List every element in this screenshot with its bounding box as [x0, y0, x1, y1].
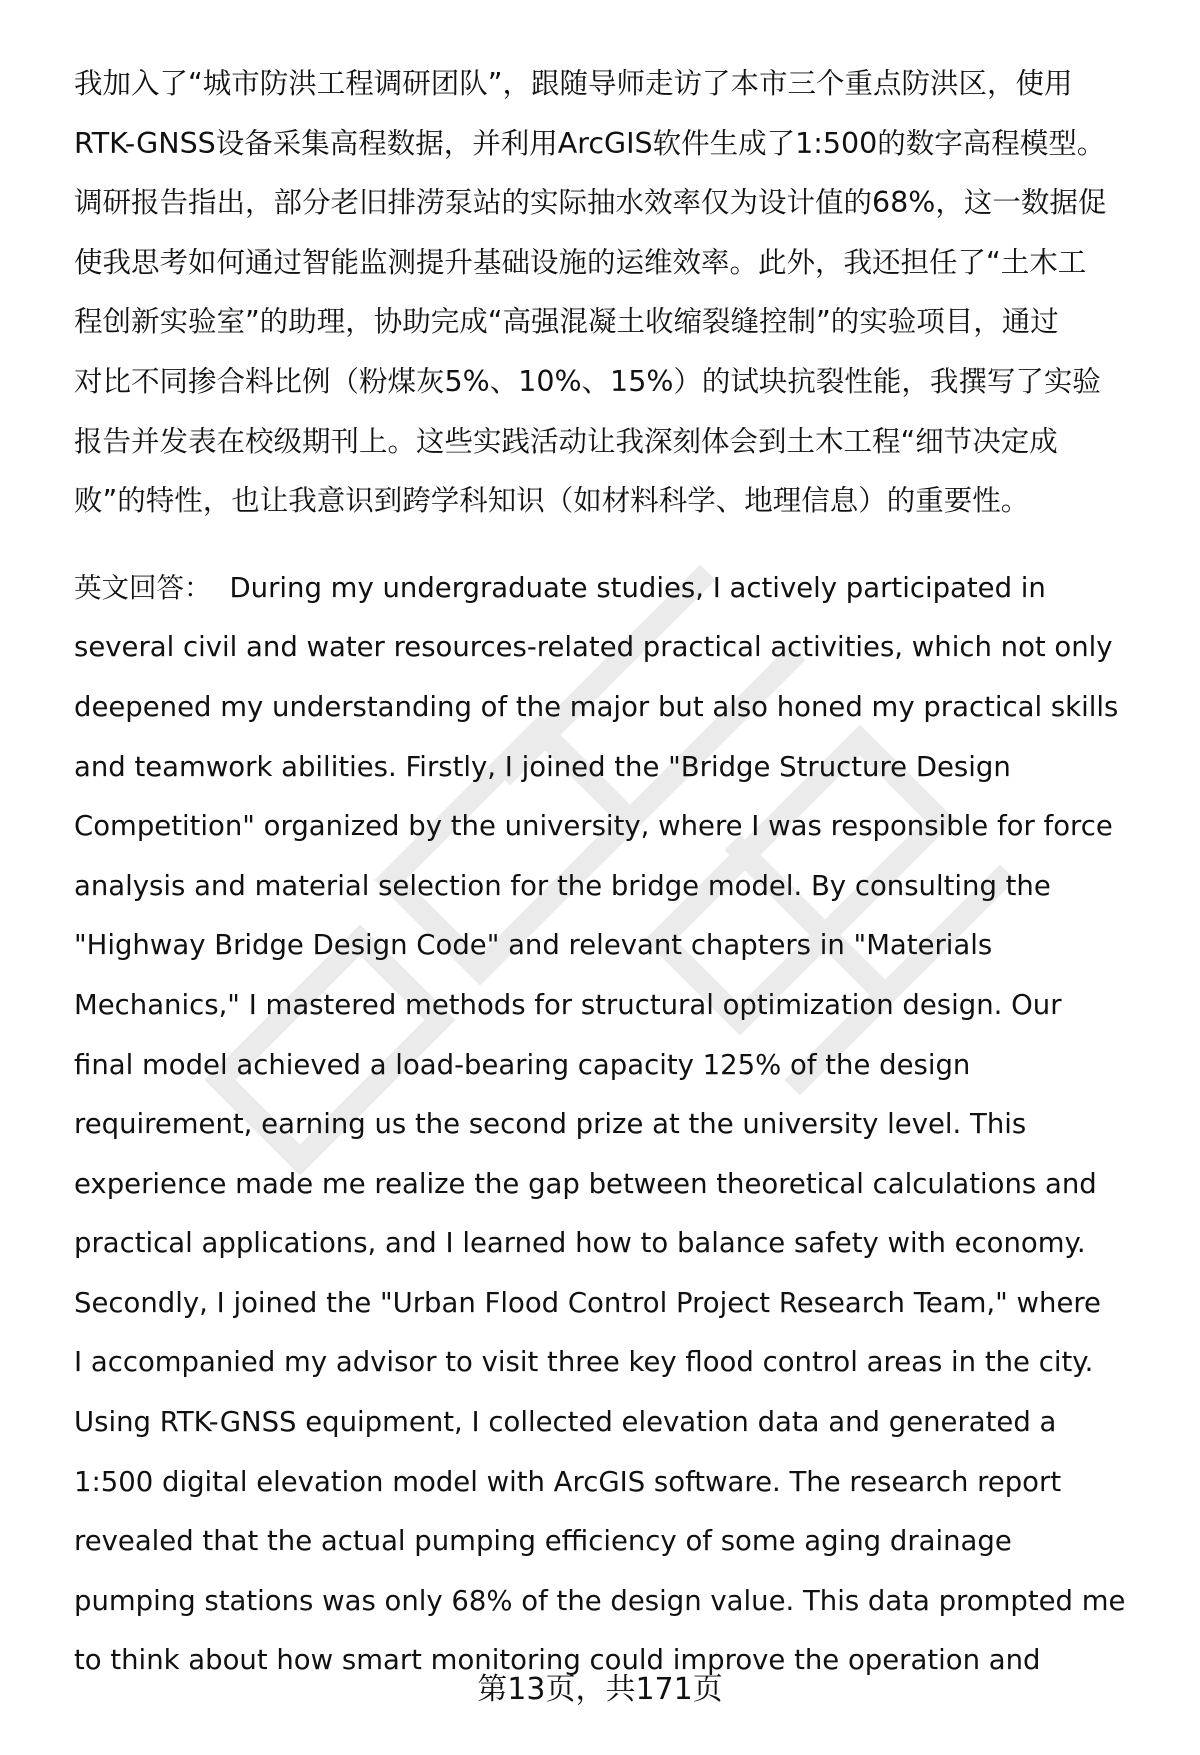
paragraph-gap: [74, 531, 1154, 559]
english-paragraph-line: Using RTK-GNSS equipment, I collected elevation data and generated a: [74, 1406, 1057, 1439]
chinese-paragraph-line: 调研报告指出，部分老旧排涝泵站的实际抽水效率仅为设计值的68%，这一数据促: [74, 186, 1107, 220]
chinese-paragraph-line: RTK-GNSS设备采集高程数据，并利用ArcGIS软件生成了1:500的数字高程模型。: [74, 126, 1106, 160]
english-paragraph-line: and teamwork abilities. Firstly, I joined the "Bridge Structure Design: [74, 750, 1011, 783]
document-body: [74, 54, 1154, 1691]
english-paragraph-line: analysis and material selection for the bridge model. By consulting the: [74, 869, 1051, 902]
english-answer-first-line: [74, 559, 1154, 619]
english-paragraph-line: experience made me realize the gap between theoretical calculations and: [74, 1167, 1097, 1200]
english-paragraph-line: 1:500 digital elevation model with ArcGIS software. The research report: [74, 1465, 1062, 1498]
chinese-paragraph-line: 程创新实验室”的助理，协助完成“高强混凝土收缩裂缝控制”的实验项目，通过: [74, 305, 1059, 339]
english-paragraph-line: Competition" organized by the university, where I was responsible for force: [74, 810, 1113, 843]
english-paragraph-line: to think about how smart monitoring could improve the operation and: [74, 1644, 1041, 1677]
page-number: 第13页，共171页: [477, 1672, 723, 1707]
chinese-paragraph-line: 使我思考如何通过智能监测提升基础设施的运维效率。此外，我还担任了“土木工: [74, 245, 1087, 279]
english-paragraph-line: pumping stations was only 68% of the design value. This data prompted me: [74, 1584, 1126, 1617]
english-paragraph-line: Secondly, I joined the "Urban Flood Control Project Research Team," where: [74, 1286, 1101, 1319]
english-paragraph-line: During my undergraduate studies, I actively participated in: [229, 571, 1046, 604]
english-paragraph-line: Mechanics," I mastered methods for structural optimization design. Our: [74, 988, 1062, 1021]
chinese-paragraph-line: 报告并发表在校级期刊上。这些实践活动让我深刻体会到土木工程“细节决定成: [74, 424, 1058, 458]
chinese-paragraph-line: 败”的特性，也让我意识到跨学科知识（如材料科学、地理信息）的重要性。: [74, 484, 1030, 518]
english-paragraph-line: final model achieved a load-bearing capacity 125% of the design: [74, 1048, 971, 1081]
english-paragraph-line: requirement, earning us the second prize at the university level. This: [74, 1108, 1027, 1141]
chinese-paragraph-line: 对比不同掺合料比例（粉煤灰5%、10%、15%）的试块抗裂性能，我撰写了实验: [74, 364, 1101, 398]
english-paragraph-line: several civil and water resources-related practical activities, which not only: [74, 631, 1113, 664]
english-paragraph-line: practical applications, and I learned how to balance safety with economy.: [74, 1227, 1086, 1260]
english-paragraph-line: deepened my understanding of the major but also honed my practical skills: [74, 690, 1119, 723]
english-paragraph-line: revealed that the actual pumping efficiency of some aging drainage: [74, 1525, 1012, 1558]
chinese-paragraph-line: 我加入了“城市防洪工程调研团队”，跟随导师走访了本市三个重点防洪区，使用: [74, 67, 1073, 100]
english-paragraph-line: I accompanied my advisor to visit three key flood control areas in the city.: [74, 1346, 1094, 1379]
english-paragraph-line: "Highway Bridge Design Code" and relevant chapters in "Materials: [74, 929, 993, 962]
english-answer-label: 英文回答：: [74, 571, 212, 604]
